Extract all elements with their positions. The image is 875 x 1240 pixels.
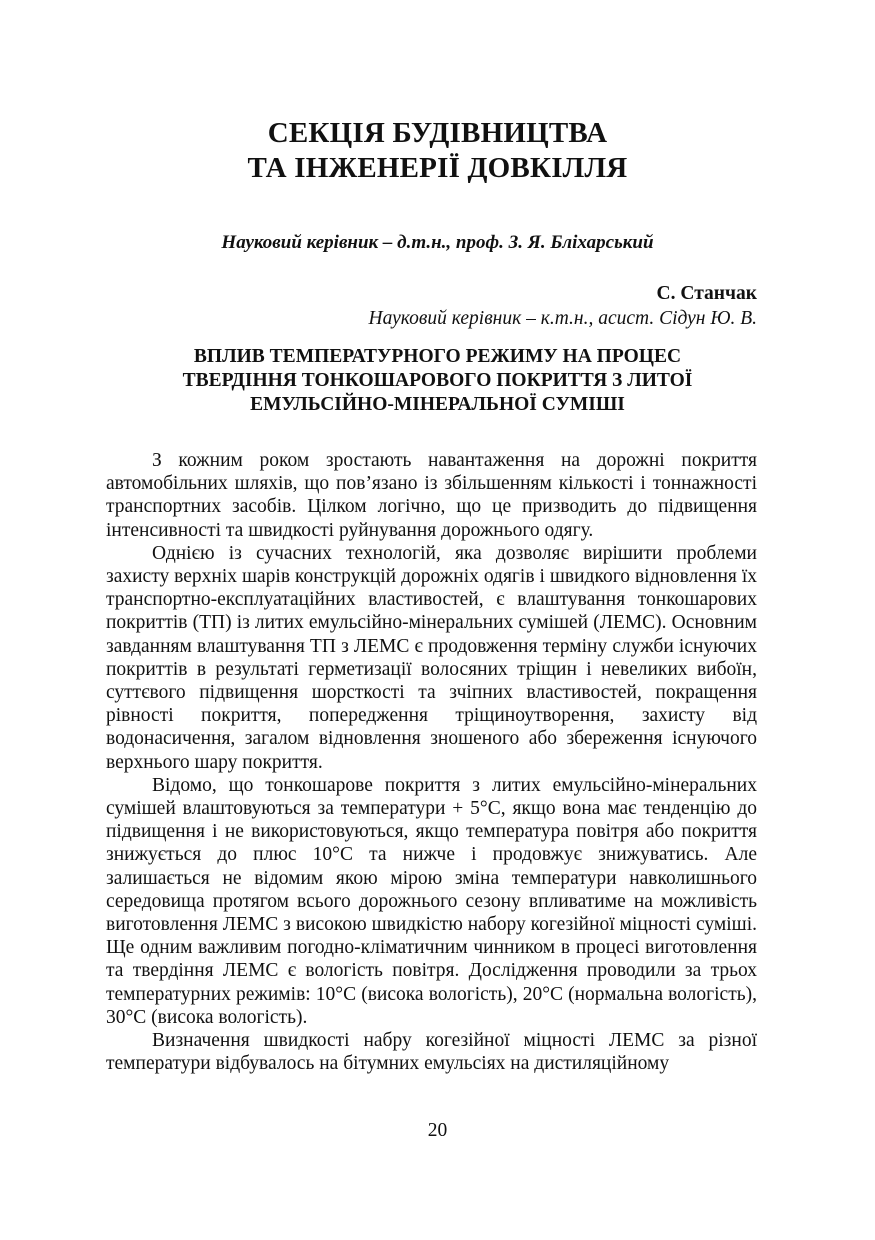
paragraph-1: З кожним роком зростають навантаження на дорожні покриття автомобільних шляхів, що пов’язано із збільшенням кількості і тоннажності транспортних засобів. Цілком логічно, що це призводить до підвищення інтенсивності та швидкості руйнування дорожнього одягу. (106, 450, 757, 541)
author-name: С. Станчак (656, 283, 757, 304)
body-text (106, 449, 757, 1075)
author-supervisor: Науковий керівник – к.т.н., асист. Сідун Ю. В. (368, 308, 757, 329)
paragraph-4: Визначення швидкості набру когезійної міцності ЛЕМС за різної температури відбувалось на бітумних емульсіях на дистиляційному (106, 1030, 757, 1075)
author-block (369, 281, 757, 331)
section-title-line-1: СЕКЦІЯ БУДІВНИЦТВА (267, 117, 608, 149)
section-supervisor: Науковий керівник – д.т.н., проф. З. Я. Бліхарський (221, 232, 654, 253)
page-number: 20 (427, 1120, 448, 1141)
paper-title-line-3: ЕМУЛЬСІЙНО-МІНЕРАЛЬНОЇ СУМІШІ (250, 394, 625, 415)
paper-title-line-1: ВПЛИВ ТЕМПЕРАТУРНОГО РЕЖИМУ НА ПРОЦЕС (193, 346, 682, 367)
paragraph-3: Відомо, що тонкошарове покриття з литих емульсійно-мінеральних сумішей влаштовуються за температури + 5°С, якщо вона має тенденцію до підвищення і не використовуються, якщо температура повітря або покриття знижується до плюс 10°С та нижче і продовжує знижуватись. Але залишається не відомим якою мірою зміна температури навколишнього середовища протягом всього дорожнього сезону впливатиме на можливість виготовлення ЛЕМС з високою швидкістю набору когезійної міцності суміші. Ще одним важливим погодно-кліматичним чинником в процесі виготовлення та твердіння ЛЕМС є вологість повітря. Дослідження проводили за трьох температурних режимів: 10°С (висока вологість), 20°С (нормальна вологість), 30°С (висока вологість). (106, 774, 757, 1028)
paper-title-line-2: ТВЕРДІННЯ ТОНКОШАРОВОГО ПОКРИТТЯ З ЛИТОЇ (182, 370, 693, 391)
paragraph-2: Однією із сучасних технологій, яка дозволяє вирішити проблеми захисту верхніх шарів конструкцій дорожніх одягів і швидкого відновлення їх транспортно-експлуатаційних властивостей, є влаштування тонкошарових покриттів (ТП) із литих емульсійно-мінеральних сумішей (ЛЕМС). Основним завданням влаштування ТП з ЛЕМС є продовження терміну служби існуючих покриттів в результаті герметизації волосяних тріщин і невеликих вибоїн, суттєвого підвищення шорсткості та зчіпних властивостей, покращення рівності покриття, попередження тріщиноутворення, захисту від водонасичення, загалом відновлення зношеного або збереження існуючого верхнього шару покриття. (106, 542, 757, 773)
paper-title (0, 345, 875, 417)
section-title (0, 116, 875, 186)
section-title-line-2: ТА ІНЖЕНЕРІЇ ДОВКІЛЛЯ (247, 152, 628, 184)
